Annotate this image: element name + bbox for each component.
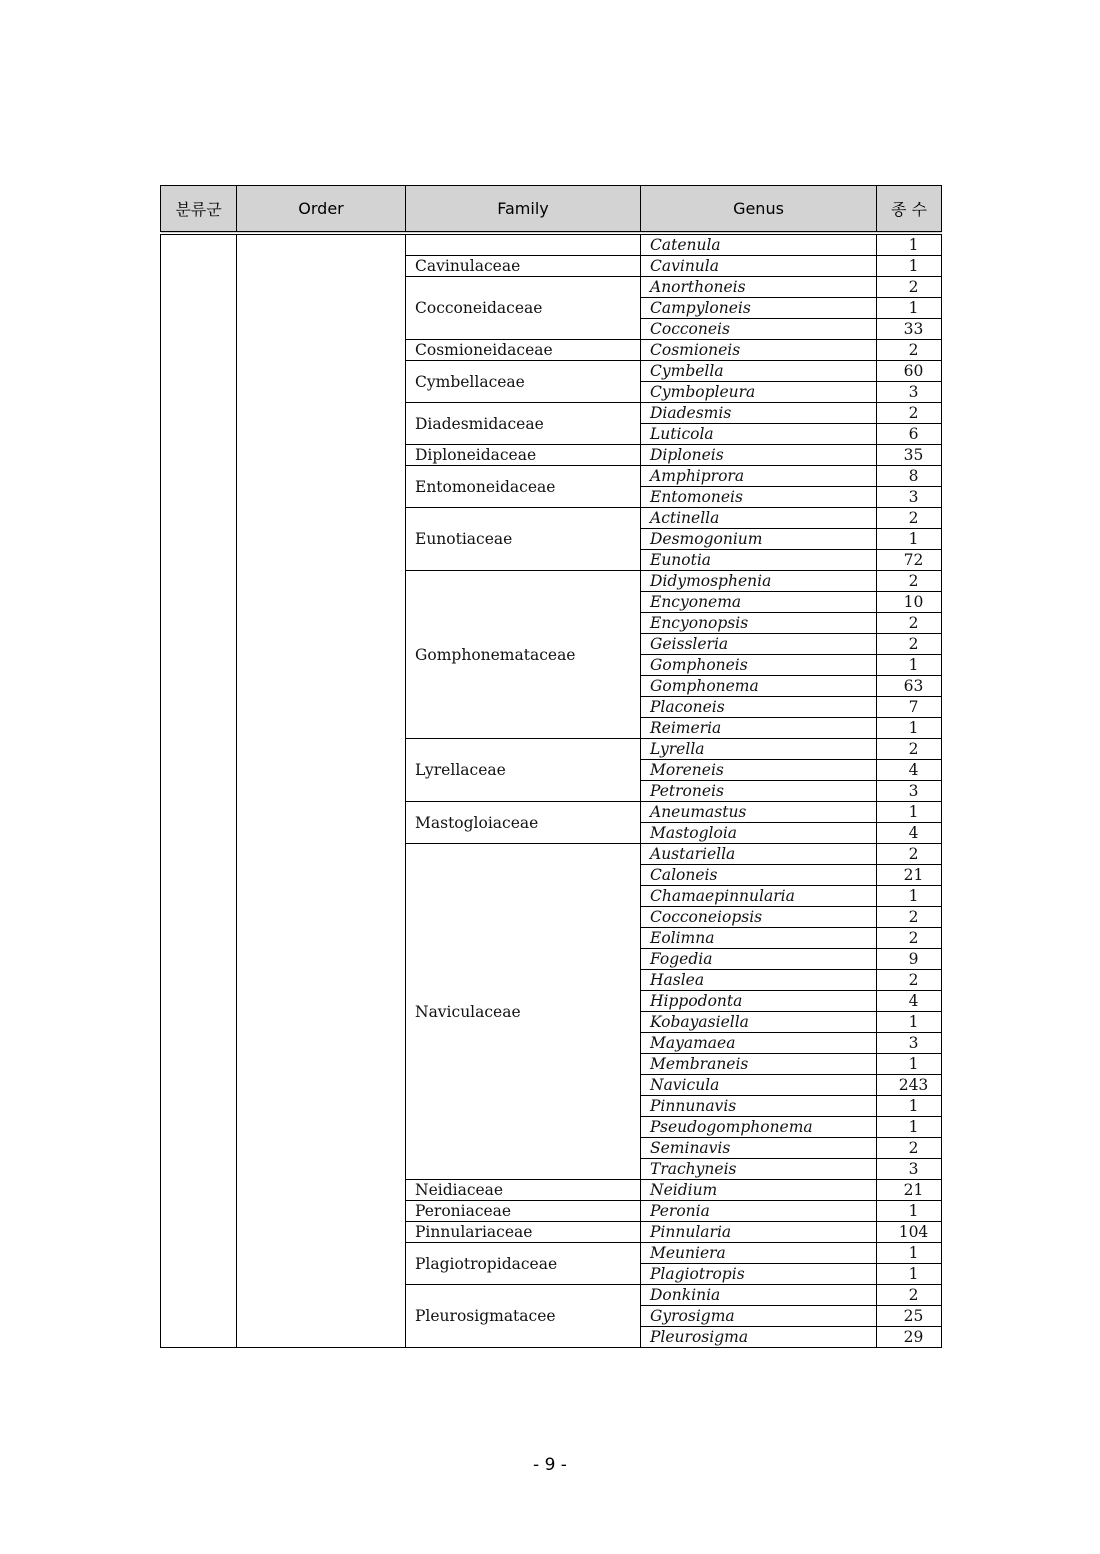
taxonomy-table xyxy=(160,185,942,1348)
species-count-cell: 2 xyxy=(877,844,942,865)
genus-cell: Hippodonta xyxy=(641,991,877,1012)
header-order: Order xyxy=(237,186,406,234)
table-row xyxy=(161,233,942,256)
species-count-cell: 25 xyxy=(877,1306,942,1327)
species-count-cell: 33 xyxy=(877,319,942,340)
species-count-cell: 2 xyxy=(877,277,942,298)
species-count-cell: 1 xyxy=(877,1012,942,1033)
family-cell: Gomphonemataceae xyxy=(406,571,641,739)
species-count-cell: 2 xyxy=(877,403,942,424)
family-cell: Pinnulariaceae xyxy=(406,1222,641,1243)
genus-cell: Pseudogomphonema xyxy=(641,1117,877,1138)
genus-cell: Mastogloia xyxy=(641,823,877,844)
species-count-cell: 2 xyxy=(877,1285,942,1306)
species-count-cell: 1 xyxy=(877,655,942,676)
genus-cell: Lyrella xyxy=(641,739,877,760)
species-count-cell: 2 xyxy=(877,1138,942,1159)
taxon-group-cell xyxy=(161,233,237,1348)
family-cell: Cosmioneidaceae xyxy=(406,340,641,361)
species-count-cell: 2 xyxy=(877,634,942,655)
genus-cell: Encyonema xyxy=(641,592,877,613)
family-cell: Cymbellaceae xyxy=(406,361,641,403)
species-count-cell: 2 xyxy=(877,928,942,949)
species-count-cell: 1 xyxy=(877,298,942,319)
genus-cell: Donkinia xyxy=(641,1285,877,1306)
species-count-cell: 7 xyxy=(877,697,942,718)
genus-cell: Meuniera xyxy=(641,1243,877,1264)
genus-cell: Peronia xyxy=(641,1201,877,1222)
family-cell: Cocconeidaceae xyxy=(406,277,641,340)
genus-cell: Austariella xyxy=(641,844,877,865)
species-count-cell: 35 xyxy=(877,445,942,466)
species-count-cell: 2 xyxy=(877,340,942,361)
species-count-cell: 8 xyxy=(877,466,942,487)
header-species-count: 종 수 xyxy=(877,186,942,234)
genus-cell: Cymbella xyxy=(641,361,877,382)
species-count-cell: 2 xyxy=(877,739,942,760)
family-cell: Eunotiaceae xyxy=(406,508,641,571)
genus-cell: Fogedia xyxy=(641,949,877,970)
genus-cell: Placoneis xyxy=(641,697,877,718)
genus-cell: Haslea xyxy=(641,970,877,991)
genus-cell: Caloneis xyxy=(641,865,877,886)
family-cell: Plagiotropidaceae xyxy=(406,1243,641,1285)
species-count-cell: 29 xyxy=(877,1327,942,1348)
genus-cell: Neidium xyxy=(641,1180,877,1201)
genus-cell: Gyrosigma xyxy=(641,1306,877,1327)
genus-cell: Cocconeis xyxy=(641,319,877,340)
species-count-cell: 1 xyxy=(877,1096,942,1117)
species-count-cell: 10 xyxy=(877,592,942,613)
genus-cell: Actinella xyxy=(641,508,877,529)
table-body xyxy=(161,233,942,1348)
genus-cell: Diploneis xyxy=(641,445,877,466)
species-count-cell: 4 xyxy=(877,760,942,781)
family-cell: Mastogloiaceae xyxy=(406,802,641,844)
species-count-cell: 1 xyxy=(877,529,942,550)
species-count-cell: 4 xyxy=(877,823,942,844)
species-count-cell: 63 xyxy=(877,676,942,697)
species-count-cell: 6 xyxy=(877,424,942,445)
page-number: - 9 - xyxy=(533,1455,567,1475)
genus-cell: Geissleria xyxy=(641,634,877,655)
genus-cell: Campyloneis xyxy=(641,298,877,319)
table-header-row xyxy=(161,186,942,234)
genus-cell: Cocconeiopsis xyxy=(641,907,877,928)
genus-cell: Mayamaea xyxy=(641,1033,877,1054)
species-count-cell: 3 xyxy=(877,382,942,403)
genus-cell: Moreneis xyxy=(641,760,877,781)
species-count-cell: 1 xyxy=(877,886,942,907)
genus-cell: Eunotia xyxy=(641,550,877,571)
family-cell: Peroniaceae xyxy=(406,1201,641,1222)
genus-cell: Chamaepinnularia xyxy=(641,886,877,907)
header-family: Family xyxy=(406,186,641,234)
family-cell: Lyrellaceae xyxy=(406,739,641,802)
species-count-cell: 4 xyxy=(877,991,942,1012)
genus-cell: Petroneis xyxy=(641,781,877,802)
species-count-cell: 3 xyxy=(877,781,942,802)
species-count-cell: 1 xyxy=(877,718,942,739)
genus-cell: Anorthoneis xyxy=(641,277,877,298)
genus-cell: Aneumastus xyxy=(641,802,877,823)
species-count-cell: 2 xyxy=(877,907,942,928)
species-count-cell: 2 xyxy=(877,508,942,529)
genus-cell: Entomoneis xyxy=(641,487,877,508)
species-count-cell: 1 xyxy=(877,233,942,256)
header-genus: Genus xyxy=(641,186,877,234)
family-cell: Pleurosigmatacee xyxy=(406,1285,641,1348)
species-count-cell: 104 xyxy=(877,1222,942,1243)
genus-cell: Reimeria xyxy=(641,718,877,739)
genus-cell: Pleurosigma xyxy=(641,1327,877,1348)
species-count-cell: 1 xyxy=(877,1243,942,1264)
species-count-cell: 60 xyxy=(877,361,942,382)
genus-cell: Catenula xyxy=(641,233,877,256)
species-count-cell: 3 xyxy=(877,487,942,508)
species-count-cell: 1 xyxy=(877,1264,942,1285)
genus-cell: Pinnunavis xyxy=(641,1096,877,1117)
family-cell: Diploneidaceae xyxy=(406,445,641,466)
family-cell: Neidiaceae xyxy=(406,1180,641,1201)
genus-cell: Membraneis xyxy=(641,1054,877,1075)
genus-cell: Luticola xyxy=(641,424,877,445)
header-taxon-group: 분류군 xyxy=(161,186,237,234)
genus-cell: Cosmioneis xyxy=(641,340,877,361)
genus-cell: Diadesmis xyxy=(641,403,877,424)
genus-cell: Gomphonema xyxy=(641,676,877,697)
genus-cell: Didymosphenia xyxy=(641,571,877,592)
species-count-cell: 243 xyxy=(877,1075,942,1096)
genus-cell: Eolimna xyxy=(641,928,877,949)
genus-cell: Cymbopleura xyxy=(641,382,877,403)
species-count-cell: 1 xyxy=(877,1117,942,1138)
species-count-cell: 2 xyxy=(877,613,942,634)
order-cell xyxy=(237,233,406,1348)
species-count-cell: 21 xyxy=(877,1180,942,1201)
genus-cell: Plagiotropis xyxy=(641,1264,877,1285)
species-count-cell: 1 xyxy=(877,1201,942,1222)
family-cell: Entomoneidaceae xyxy=(406,466,641,508)
family-cell: Cavinulaceae xyxy=(406,256,641,277)
family-cell: Diadesmidaceae xyxy=(406,403,641,445)
genus-cell: Gomphoneis xyxy=(641,655,877,676)
genus-cell: Trachyneis xyxy=(641,1159,877,1180)
species-count-cell: 1 xyxy=(877,802,942,823)
genus-cell: Desmogonium xyxy=(641,529,877,550)
family-cell xyxy=(406,233,641,256)
genus-cell: Cavinula xyxy=(641,256,877,277)
species-count-cell: 1 xyxy=(877,256,942,277)
genus-cell: Seminavis xyxy=(641,1138,877,1159)
species-count-cell: 1 xyxy=(877,1054,942,1075)
genus-cell: Navicula xyxy=(641,1075,877,1096)
genus-cell: Kobayasiella xyxy=(641,1012,877,1033)
species-count-cell: 21 xyxy=(877,865,942,886)
genus-cell: Pinnularia xyxy=(641,1222,877,1243)
species-count-cell: 2 xyxy=(877,970,942,991)
species-count-cell: 9 xyxy=(877,949,942,970)
species-count-cell: 3 xyxy=(877,1033,942,1054)
genus-cell: Encyonopsis xyxy=(641,613,877,634)
family-cell: Naviculaceae xyxy=(406,844,641,1180)
species-count-cell: 3 xyxy=(877,1159,942,1180)
genus-cell: Amphiprora xyxy=(641,466,877,487)
species-count-cell: 2 xyxy=(877,571,942,592)
species-count-cell: 72 xyxy=(877,550,942,571)
